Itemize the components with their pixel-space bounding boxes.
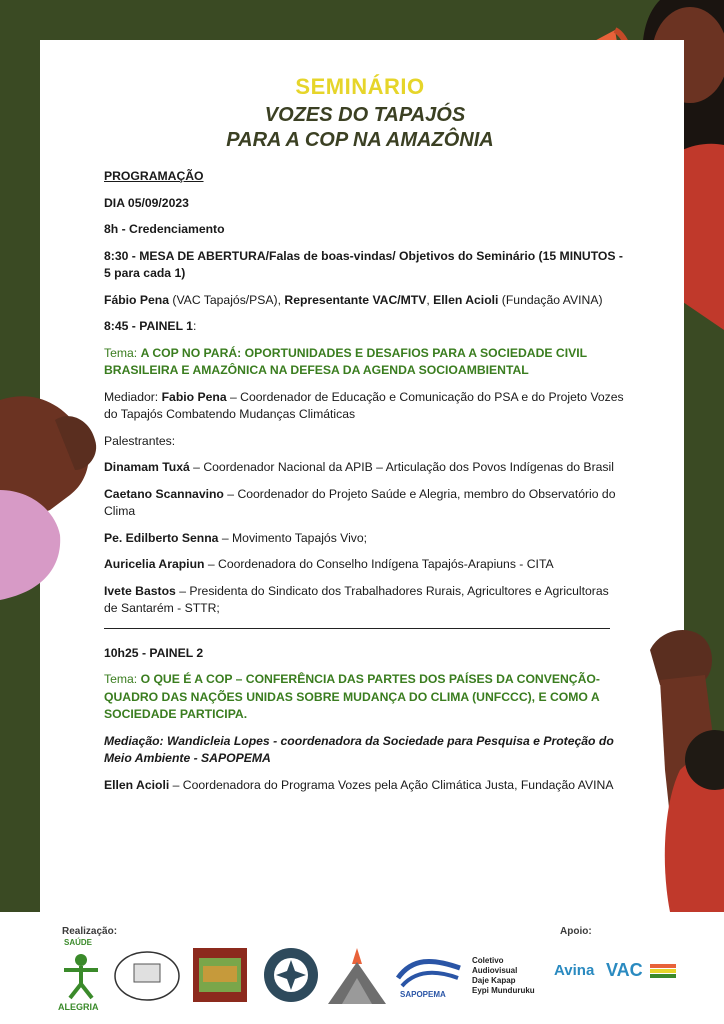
speaker-item [104,583,624,618]
participant-name: Ellen Acioli [433,292,499,307]
speaker-item [104,556,624,574]
speaker-name: Dinamam Tuxá [104,460,190,474]
participant-org: (VAC Tapajós/PSA), [169,292,285,307]
painel1-time: 8:45 - PAINEL 1 [104,319,193,333]
theme-label: Tema: [104,672,141,686]
mediator-label: Mediador: [104,389,162,404]
painel1-heading [104,318,624,336]
logo-text: SAPOPEMA [400,990,446,999]
speakers-label: Palestrantes: [104,433,176,448]
raised-fist-illustration [620,620,724,912]
painel1-theme [104,345,624,380]
painel1-colon: : [192,319,197,333]
credenciamento: 8h - Credenciamento [104,222,225,236]
avina-logo: Avina [554,962,595,979]
speaker-item [104,530,624,548]
abertura-participants [104,292,624,310]
painel2-theme [104,671,624,724]
speaker-name: Ivete Bastos [104,583,176,598]
painel2-speaker [104,777,624,795]
painel2-mediation: Mediação: Wandicleia Lopes - coordenadora da Sociedade para Pesquisa e Proteção do Meio Ambiente - SAPOPEMA [104,733,614,765]
theme-label: Tema: [104,345,141,360]
speaker-desc: – Movimento Tapajós Vivo; [218,530,368,545]
logo-text: SAÚDE [64,938,93,947]
painel2-heading: 10h25 - PAINEL 2 [104,645,204,660]
program-date: DIA 05/09/2023 [104,195,189,210]
stick-figure-icon [56,950,106,1000]
vac-logo: VAC [606,960,643,980]
torch-mountain-logo [326,942,388,1008]
speaker-name: Pe. Edilberto Senna [104,530,219,545]
sponsor-logos [0,926,724,1024]
speaker-desc: – Presidenta do Sindicato dos Trabalhadores Rurais, Agricultores e Agricultoras de Santarém - STTR; [104,583,609,615]
logo-text: ALEGRIA [58,1002,99,1012]
saude-alegria-logo [56,936,106,1016]
speaker-desc: – Coordenadora do Programa Vozes pela Ação Climática Justa, Fundação AVINA [169,777,614,792]
vac-color-bar [650,964,676,978]
speaker-desc: – Coordenador Nacional da APIB – Articulação dos Povos Indígenas do Brasil [189,460,614,474]
speaker-name: Auricelia Arapiun [104,557,205,571]
speaker-item [104,459,624,477]
theme-text: O QUE É A COP – CONFERÊNCIA DAS PARTES DOS PAÍSES DA CONVENÇÃO-QUADRO DAS NAÇÕES UNIDAS SOBRE MUDANÇA DO CLIMA (UNFCCC), E COMO A SOCIEDADE PARTICIPA. [104,672,600,721]
realizacao-label: Realização: [62,926,118,937]
participant-name: Representante VAC/MTV [284,292,427,307]
seminar-label: SEMINÁRIO [295,74,425,99]
program-content [104,168,624,803]
seminar-title-line1: VOZES DO TAPAJÓS [264,104,466,126]
mediator-name: Fabio Pena [161,389,227,404]
mandala-logo [262,946,320,1004]
speaker-desc: – Coordenadora do Conselho Indígena Tapajós-Arapiuns - CITA [204,557,554,571]
seminar-title-line2: PARA A COP NA AMAZÔNIA [226,129,494,151]
painted-box-logo [193,948,247,1002]
speaker-item [104,486,624,521]
speaker-name: Ellen Acioli [104,777,170,792]
speaker-name: Caetano Scannavino [104,486,224,501]
painel1-mediator [104,389,624,424]
cita-logo [112,948,182,1004]
separator: , [426,292,434,307]
participant-org: (Fundação AVINA) [498,292,603,307]
mediator-desc: – Coordenador de Educação e Comunicação do PSA e do Projeto Vozes do Tapajós Combatendo Mudanças Climáticas [104,389,624,421]
raised-arm-illustration [0,360,110,620]
participant-name: Fábio Pena [104,292,170,307]
apoio-label: Apoio: [560,926,592,937]
sapopema-logo [392,948,466,1004]
section-divider [104,628,610,629]
wave-icon [392,948,466,988]
coletivo-logo: Coletivo Audiovisual Daje Kapap Eypi Munduruku [472,956,535,995]
speaker-desc: – Coordenador do Projeto Saúde e Alegria, membro do Observatório do Clima [104,486,616,518]
program-heading: PROGRAMAÇÃO [104,169,204,183]
mesa-abertura: 8:30 - MESA DE ABERTURA/Falas de boas-vindas/ Objetivos do Seminário (15 MINUTOS - 5 para cada 1) [104,248,623,280]
theme-text: A COP NO PARÁ: OPORTUNIDADES E DESAFIOS PARA A SOCIEDADE CIVIL BRASILEIRA E AMAZÔNICA NA DEFESA DA AGENDA SOCIOAMBIENTAL [104,345,587,377]
